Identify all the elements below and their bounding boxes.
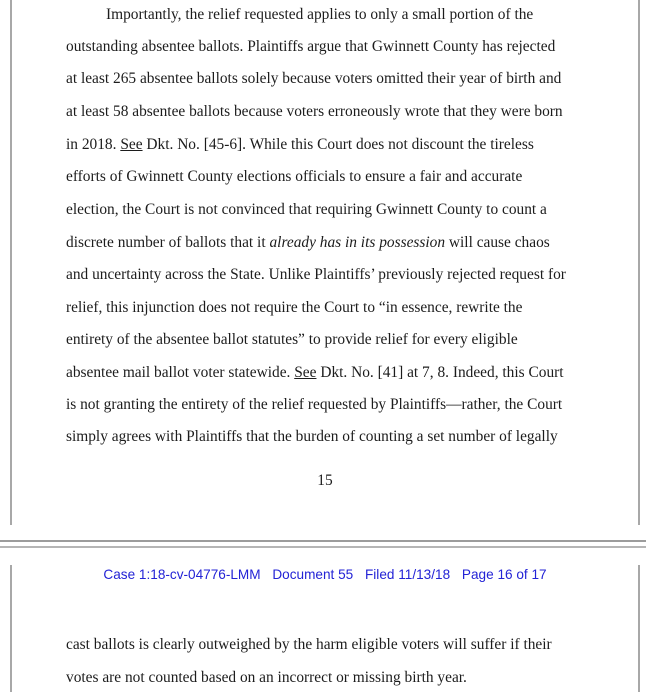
page-edge [0, 540, 646, 542]
page-15 [10, 0, 640, 525]
page-number: 15 [317, 472, 333, 489]
page-16 [10, 565, 640, 692]
see-citation-signal: See [294, 364, 317, 381]
text-line: entirety of the absentee ballot statutes” to provide relief for every eligible [66, 331, 518, 348]
page-edge [0, 546, 646, 548]
filed-date: Filed 11/13/18 [364, 567, 451, 582]
text-line: outstanding absentee ballots. Plaintiffs argue that Gwinnett County has rejected [66, 38, 556, 55]
text-line: election, the Court is not convinced that requiring Gwinnett County to count a [66, 201, 547, 218]
page-count: Page 16 of 17 [461, 567, 547, 582]
text-line: and uncertainty across the State. Unlike Plaintiffs’ previously rejected request for [66, 266, 566, 283]
text-line: relief, this injunction does not require the Court to “in essence, rewrite the [66, 299, 523, 316]
text-line: discrete number of ballots that it already has in its possession will cause chaos [66, 234, 550, 251]
see-citation-signal: See [120, 136, 143, 153]
text-line: simply agrees with Plaintiffs that the burden of counting a set number of legally [66, 428, 558, 445]
document-number: Document 55 [272, 567, 354, 582]
case-number: Case 1:18-cv-04776-LMM [103, 567, 261, 582]
emphasis-text: already has in its possession [269, 234, 446, 251]
text-line: Importantly, the relief requested applies to only a small portion of the [106, 6, 534, 23]
text-line: at least 58 absentee ballots because voters erroneously wrote that they were born [66, 103, 563, 120]
text-line: cast ballots is clearly outweighed by the harm eligible voters will suffer if their [66, 636, 552, 653]
case-header [12, 567, 638, 582]
page-separator [0, 525, 646, 565]
text-line: votes are not counted based on an incorrect or missing birth year. [66, 669, 467, 686]
text-line: in 2018. See Dkt. No. [45-6]. While this Court does not discount the tireless [66, 136, 534, 153]
text-line: efforts of Gwinnett County elections officials to ensure a fair and accurate [66, 168, 523, 185]
text-line: at least 265 absentee ballots solely because voters omitted their year of birth and [66, 70, 562, 87]
text-line: is not granting the entirety of the relief requested by Plaintiffs—rather, the Court [66, 396, 563, 413]
text-line: absentee mail ballot voter statewide. See Dkt. No. [41] at 7, 8. Indeed, this Court [66, 364, 564, 381]
